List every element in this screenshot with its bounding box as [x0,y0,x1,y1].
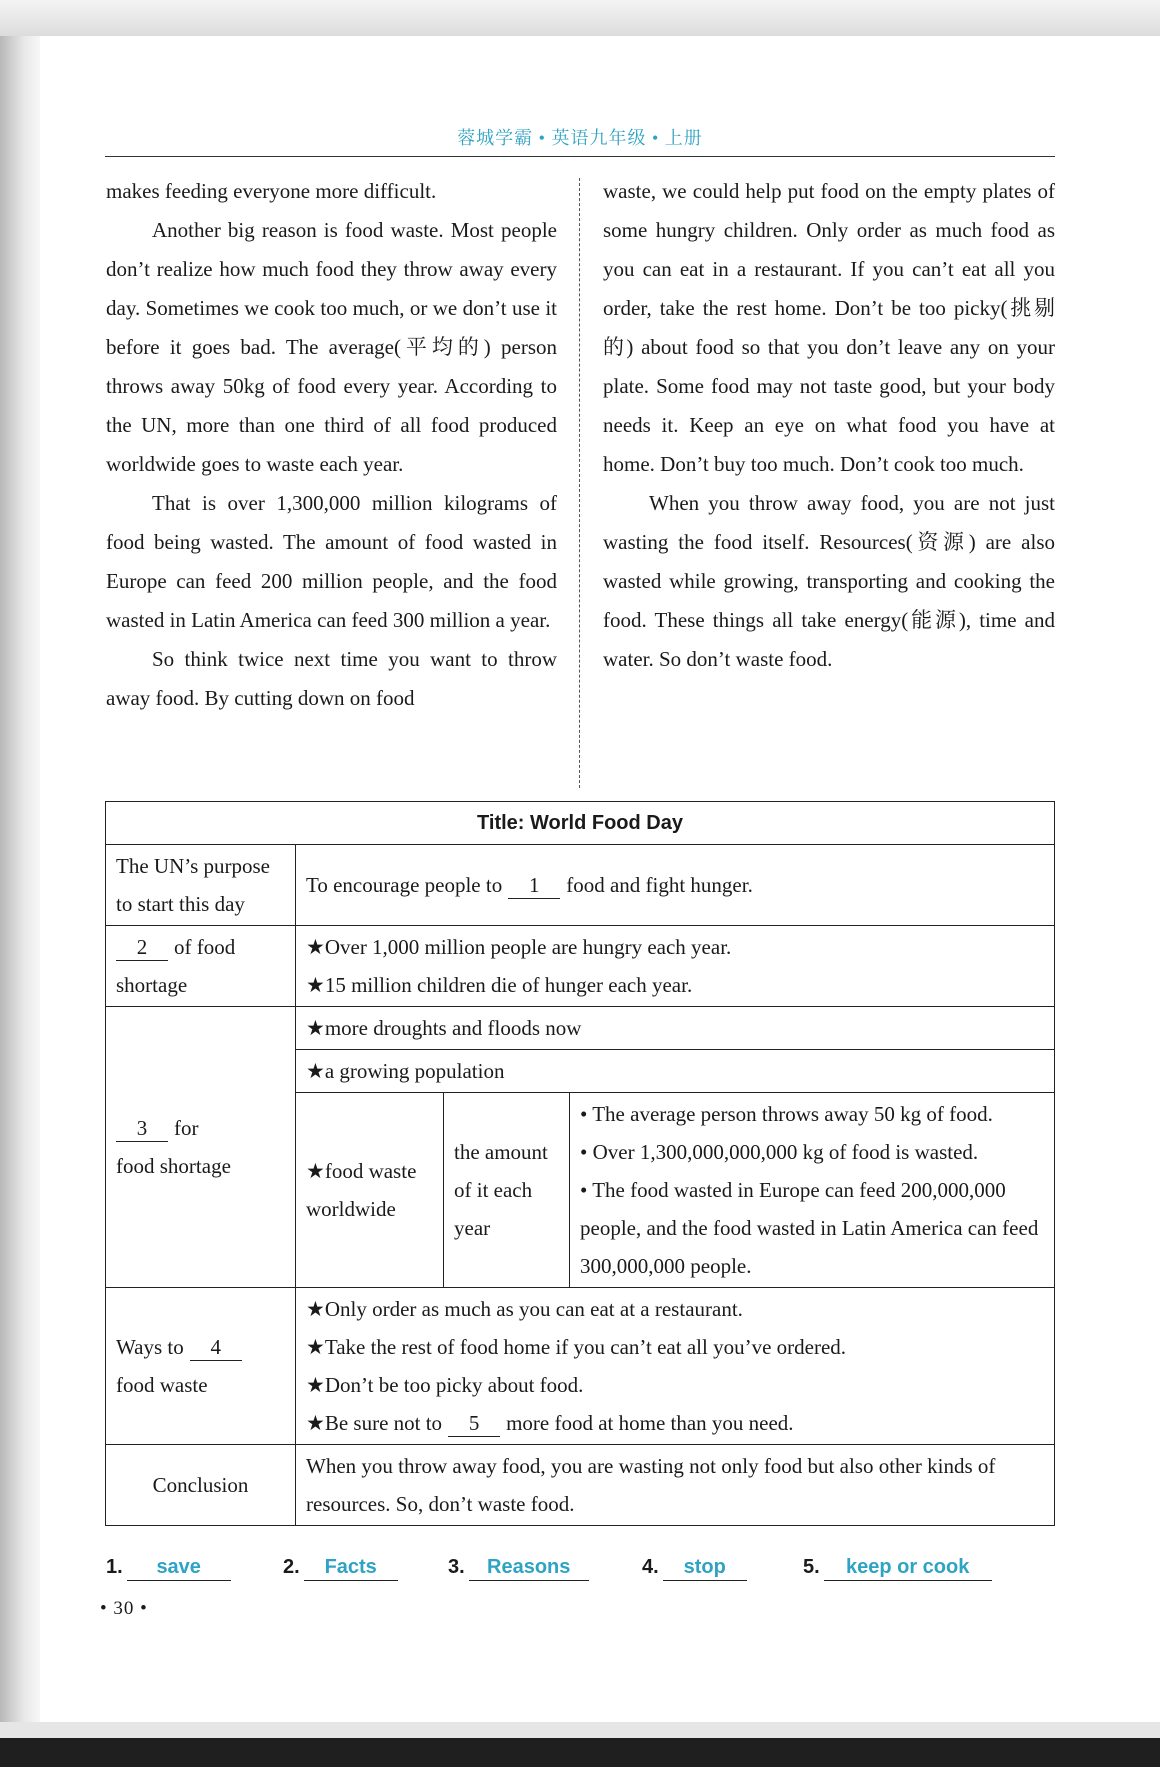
amount-label: the amount of it each year [444,1093,570,1288]
paragraph: When you throw away food, you are not just wasting the food itself. Resources(资源) are also wasted while growing, transporting and cooking the food. These things all take energy(能源), time and water. So don’t waste food. [603,491,1055,671]
page-fold-shadow [0,36,40,1726]
blank-5: 5 [448,1410,500,1437]
purpose-text: To encourage people to 1 food and fight hunger. [296,845,1055,926]
column-divider [579,178,580,788]
blank-3: 3 [116,1115,168,1142]
answer-5: 5. keep or cook [803,1554,992,1581]
star-icon: ★ [306,1059,325,1083]
conclusion-label: Conclusion [106,1445,296,1526]
paragraph: Another big reason is food waste. Most people don’t realize how much food they throw away every day. Sometimes we cook too much, or we don’t use it before it goes bad. The average(平均的) person throws away 50kg of food every year. According to the UN, more than one third of all food produced worldwide goes to waste each year. [106,218,557,476]
blank-1: 1 [508,872,560,899]
answer-4: 4. stop [642,1554,747,1581]
star-icon: ★ [306,1159,325,1183]
summary-table [105,801,1055,1526]
viewer-top-edge [0,0,1160,36]
running-header: 蓉城学霸 • 英语九年级 • 上册 [457,128,703,148]
star-icon: ★ [306,1016,325,1040]
answer-1: 1. save [106,1554,231,1581]
table-row [106,845,1055,926]
reasons-label: 3 for food shortage [106,1007,296,1288]
conclusion-text: When you throw away food, you are wasting not only food but also other kinds of resources. So, don’t waste food. [296,1445,1055,1526]
answer-key [106,1554,1056,1588]
paragraph: makes feeding everyone more difficult. [106,179,437,203]
viewer-bottom-edge [0,1722,1160,1767]
purpose-label: The UN’s purpose to start this day [106,845,296,926]
shortage-label: 2 of food shortage [106,926,296,1007]
paragraph: waste, we could help put food on the empty plates of some hungry children. Only order as much food as you can eat in a restaurant. If you can’t eat all you order, take the rest home. Don’t be too picky(挑剔的) about food so that you don’t leave any on your plate. Some food may not taste good, but your body needs it. Keep an eye on what food you have at home. Don’t buy too much. Don’t cook too much. [603,179,1055,476]
star-icon: ★ [306,1297,325,1321]
star-icon: ★ [306,1335,325,1359]
paragraph: That is over 1,300,000 million kilograms of food being wasted. The amount of food wasted in Europe can feed 200 million people, and the food wasted in Latin America can feed 300 million a year. [106,491,557,632]
amount-details: • The average person throws away 50 kg of food. • Over 1,300,000,000,000 kg of food is wasted. • The food wasted in Europe can feed 200,000,000 people, and the food wasted in Latin America can feed 300,000,000 people. [570,1093,1055,1288]
left-column [106,172,557,718]
right-column [603,172,1055,679]
ways-label: Ways to 4 food waste [106,1288,296,1445]
reason-item: ★a growing population [296,1050,1055,1093]
table-title: Title: World Food Day [106,802,1055,845]
bullet-icon: • [580,1140,588,1164]
bullet-icon: • [580,1102,588,1126]
bullet-icon: • [580,1178,588,1202]
paragraph: So think twice next time you want to throw away food. By cutting down on food [106,647,557,710]
blank-4: 4 [190,1334,242,1361]
star-icon: ★ [306,1411,325,1435]
shortage-facts: ★Over 1,000 million people are hungry each year. ★15 million children die of hunger each year. [296,926,1055,1007]
table-row [106,1445,1055,1526]
answer-3: 3. Reasons [448,1554,589,1581]
ways-list: ★Only order as much as you can eat at a restaurant. ★Take the rest of food home if you can’t eat all you’ve ordered. ★Don’t be too picky about food. ★Be sure not to 5 more food at home than you need. [296,1288,1055,1445]
star-icon: ★ [306,1373,325,1397]
table-row [106,1288,1055,1445]
table-row [106,926,1055,1007]
blank-2: 2 [116,934,168,961]
table-row [106,1007,1055,1050]
food-waste-label: ★food waste worldwide [296,1093,444,1288]
header-rule [105,156,1055,157]
answer-2: 2. Facts [283,1554,398,1581]
reason-item: ★more droughts and floods now [296,1007,1055,1050]
page-number: • 30 • [100,1598,148,1619]
star-icon: ★ [306,973,325,997]
star-icon: ★ [306,935,325,959]
table-row [106,802,1055,845]
